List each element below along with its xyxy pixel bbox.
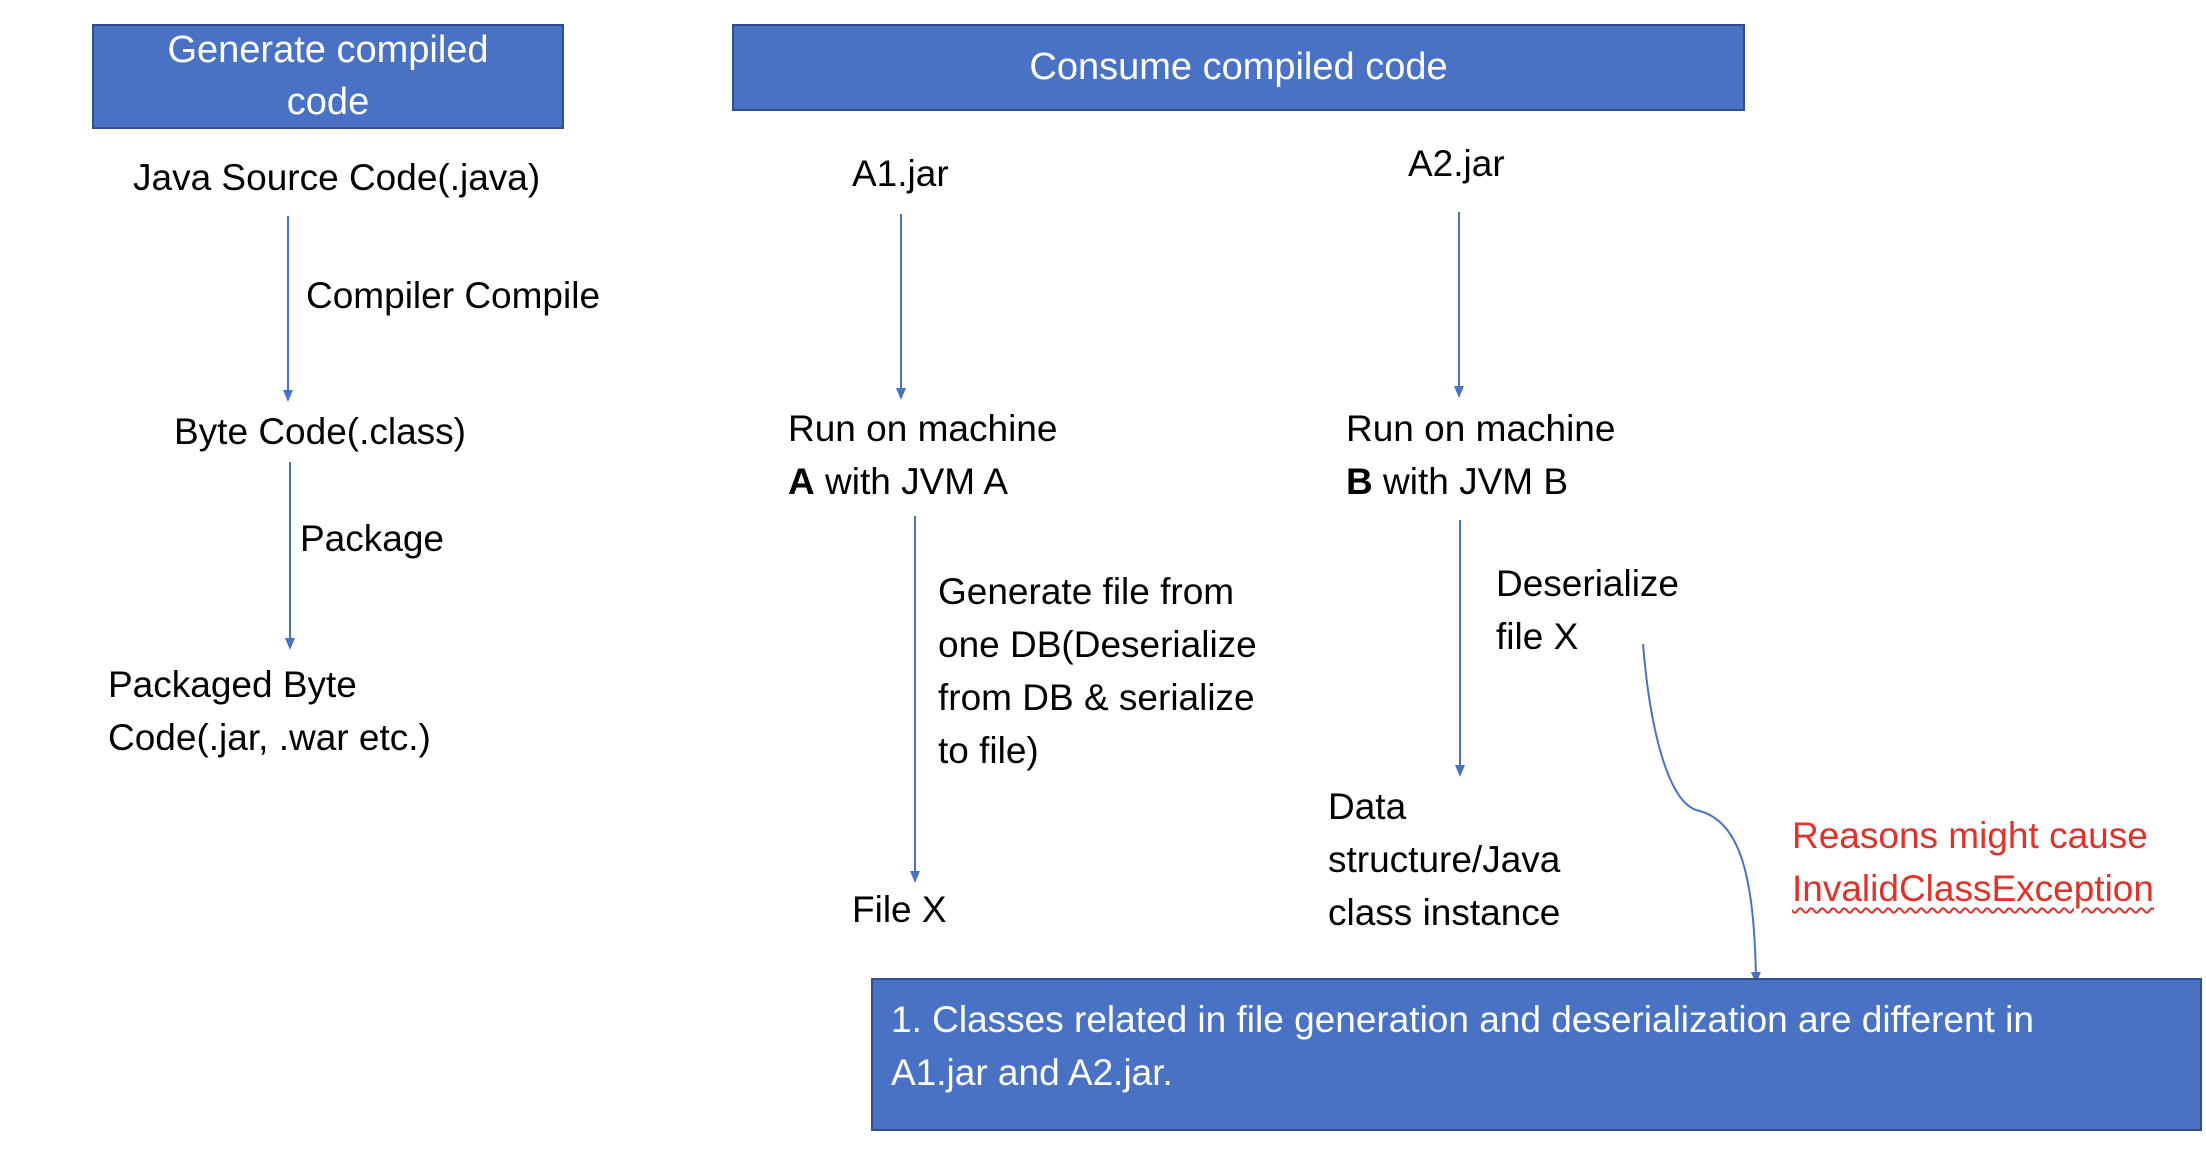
data-structure-label [1328,781,1560,940]
data-line-3: class instance [1328,891,1561,933]
generate-header-label: Generate compiled code [167,29,489,123]
reasons-line-1: Reasons might cause [1792,815,2148,856]
deser-line-2: file X [1496,615,1579,657]
note-line-1: 1. Classes related in file generation and deserialization are different in [891,999,2034,1040]
deser-line-1: Deserialize [1496,563,1680,604]
consume-header-label: Consume compiled code [1029,45,1448,88]
reason-note-box [871,978,2202,1131]
package-label: Package [300,518,444,559]
run-machine-b-label [1346,403,1615,509]
file-x-label: File X [852,889,947,930]
data-line-2: structure/Java [1328,838,1561,880]
gen-line-3: from DB & serialize [938,676,1255,718]
note-line-2: A1.jar and A2.jar. [891,1051,1173,1093]
arrow-deserialize-to-note [1643,644,1756,978]
gen-line-4: to file) [938,729,1039,771]
run-b-line-2: with JVM B [1372,460,1569,502]
compile-label: Compiler Compile [306,275,601,316]
a1-jar-label: A1.jar [852,153,949,194]
run-a-line-2: with JVM A [814,460,1009,502]
machine-b-bold: B [1346,460,1373,502]
packaged-line-2: Code(.jar, .war etc.) [108,716,431,758]
data-line-1: Data [1328,786,1407,827]
java-source-label: Java Source Code(.java) [133,157,541,198]
deserialize-label [1496,558,1679,664]
bytecode-label: Byte Code(.class) [174,411,466,452]
run-b-line-1: Run on machine [1346,408,1616,449]
generate-file-label [938,566,1257,778]
packaged-line-1: Packaged Byte [108,664,357,705]
gen-line-1: Generate file from [938,571,1235,612]
exception-name: InvalidClassException [1792,867,2154,909]
packaged-bytecode-label [108,659,431,765]
machine-a-bold: A [788,460,815,502]
run-machine-a-label [788,403,1057,509]
reasons-label [1792,810,2154,916]
run-a-line-1: Run on machine [788,408,1058,449]
a2-jar-label: A2.jar [1408,143,1505,184]
gen-line-2: one DB(Deserialize [938,623,1257,665]
